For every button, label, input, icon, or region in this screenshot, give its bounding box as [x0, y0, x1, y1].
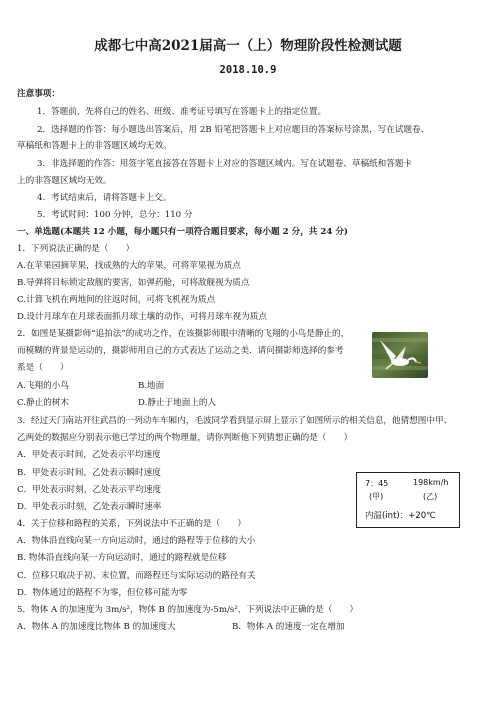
question-2-stem: 2．如图是某摄影师“追拍法”的成功之作，在该摄影师眼中清晰的飞翔的小鸟是静止的，	[17, 329, 350, 339]
question-2-option-d: D.静止于地面上的人	[138, 398, 217, 408]
display-label-yi: (乙)	[423, 492, 438, 501]
question-5-option-a: A．物体 A 的加速度比物体 B 的加速度大	[17, 622, 176, 632]
question-1-stem: 1．下列说法正确的是（ ）	[17, 244, 135, 254]
exam-title: 成都七中高2021届高一（上）物理阶段性检测试题	[94, 38, 402, 54]
note-item: 4．考试结束后，请将答题卡上交。	[37, 193, 172, 203]
question-4-option-b: B. 物体沿直线向某一方向运动时，通过的路程就是位移	[17, 553, 227, 563]
display-speed: 198km/h	[413, 478, 449, 487]
note-item: 草稿纸和答题卡上的非答题区域均无效。	[17, 141, 172, 151]
exam-date: 2018.10.9	[219, 64, 277, 76]
question-2-option-b: B.地面	[138, 381, 165, 391]
question-3-option-b: B．甲处表示时间，乙处表示瞬时速度	[17, 468, 161, 478]
question-4-option-a: A．物体沿直线向某一方向运动时，通过的路程等于位移的大小	[17, 536, 256, 546]
display-temperature: 内温(int)：+20℃	[365, 511, 436, 521]
question-3-option-a: A．甲处表示时间，乙处表示平均速度	[17, 450, 161, 460]
question-1-option-d: D.设计月球车在月球表面抓月球土壤的动作，可将月球车视为质点	[17, 312, 267, 322]
question-3-option-c: C．甲处表示时刻，乙处表示平均速度	[17, 485, 162, 495]
question-3-stem: 3．经过天门南站开往武昌的一列动车车厢内，毛波同学看到显示屏上显示了如图所示的相关信息，他猜想图中甲、	[17, 416, 453, 426]
question-4-option-c: C．位移只取决于初、末位置，而路程还与实际运动的路径有关	[17, 571, 256, 581]
question-5-option-b: B．物体 A 的速度一定在增加	[232, 622, 345, 632]
question-2-stem: 而模糊的背景是运动的，摄影师用自己的方式表达了运动之美．请问摄影师选择的参考	[17, 346, 344, 356]
note-item: 5．考试时间：100 分钟，总分：110 分	[37, 210, 193, 220]
note-item: 1．答题前，先将自己的姓名、班级、准考证号填写在答题卡上的指定位置。	[37, 107, 327, 117]
question-1-option-a: A.在苹果园摘苹果，找成熟的大的苹果，可将苹果视为质点	[17, 261, 241, 271]
bird-icon	[372, 332, 428, 378]
display-time: 7：45	[365, 479, 389, 488]
display-label-jia: (甲)	[369, 492, 384, 501]
question-3-stem: 乙两处的数据应分别表示他已学过的两个物理量，请你判断他下列猜想正确的是（ ）	[17, 433, 353, 443]
note-item: 3．非选择题的作答：用签字笔直接答在答题卡上对应的答题区域内。写在试题卷、草稿纸和答题卡	[37, 159, 413, 169]
train-display-panel	[356, 472, 460, 528]
question-1-option-b: B.导弹将目标锁定敌舰的要害，如弹药舱，可将敌舰视为质点	[17, 278, 250, 288]
question-2-option-a: A.飞翔的小鸟	[17, 381, 69, 391]
notes-heading: 注意事项：	[17, 89, 60, 99]
note-item: 2．选择题的作答：每小题选出答案后，用 2B 铅笔把答题卡上对应题目的答案标号涂黑，写在试题卷、	[37, 125, 430, 135]
section-heading: 一、单选题(本题共 12 小题，每小题只有一项符合题目要求，每小题 2 分，共 24 分)	[17, 227, 348, 237]
question-4-stem: 4．关于位移和路程的关系，下列说法中不正确的是（ ）	[17, 519, 246, 529]
question-1-option-c: C.计算飞机在两地间的往返时间，可将飞机视为质点	[17, 295, 216, 305]
question-4-option-d: D．物体通过的路程不为零，但位移可能为零	[17, 588, 188, 598]
question-2-option-c: C.静止的树木	[17, 398, 69, 408]
note-item: 上的非答题区域均无效。	[17, 176, 112, 186]
question-3-option-d: D．甲处表示时刻，乙处表示瞬时速率	[17, 502, 162, 512]
flying-bird-photo	[372, 332, 428, 378]
question-5-stem: 5．物体 A 的加速度为 3m/s²，物体 B 的加速度为-5m/s²，下列说法中正确的是（ ）	[17, 605, 359, 615]
question-2-stem: 系是（ ）	[17, 363, 69, 373]
